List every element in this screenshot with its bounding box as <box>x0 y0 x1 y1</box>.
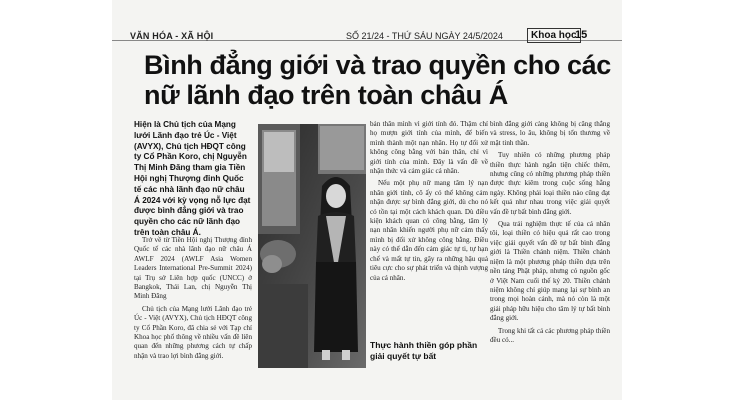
paragraph: bản thân mình vì giới tính đó. Thậm chí họ mượn giới tính của mình, để biến mình thành một nạn nhân. Họ tự đối xử không công bằng với bản thân, chỉ vì giới tính của mình. Đây là vấn đề về nhận thức và cảm giác cá nhân. <box>370 120 488 176</box>
article-lede: Hiện là Chủ tịch của Mạng lưới Lãnh đạo trẻ Úc - Việt (AVYX), Chủ tịch HĐQT công ty Cổ Phần Koro, chị Nguyễn Thị Minh Đăng tham gia Tiền Hội nghị Thượng đỉnh Quốc tế các nhà lãnh đạo nữ châu Á 2024 với kỳ vọng nỗ lực đạt được bình đẳng giới và trao quyền cho các nữ lãnh đạo trên toàn châu Á. <box>134 120 251 237</box>
text-column-3 <box>370 120 488 336</box>
text-column-1 <box>134 236 252 400</box>
photo-illustration <box>258 124 366 368</box>
portrait-photo <box>258 124 366 368</box>
masthead <box>112 0 622 41</box>
paragraph: Tuy nhiên có những phương pháp thiền thực hành ngắn tiện chiếc thêm, nhưng cũng có những phương pháp thiền được thực kiêm trong cuộc sống hằng ngày. Không phải loại thiền nào cũng đạt kết quả như nhau trong việc giải quyết vấn đề tự bất bình đẳng giới. <box>490 151 610 216</box>
paragraph: Chủ tịch của Mạng lưới Lãnh đạo trẻ Úc - Việt (AVYX), Chủ tịch HĐQT công ty Cổ Phần Koro, đã chia sẻ với Tạp chí Khoa học phổ thông về nhiều vấn đề liên quan đến những phương cách tự chấp nhận và trao lợi bình đẳng giới. <box>134 304 252 360</box>
paragraph: Trong khi tất cả các phương pháp thiền đều có... <box>490 326 610 344</box>
newspaper-page <box>112 0 622 400</box>
paragraph: Trở về từ Tiền Hội nghị Thượng đỉnh Quốc tế các nhà lãnh đạo nữ châu Á AWLF 2024 (AWLF Asia Women Leaders International Pre-Summit 2024) tại Trụ sở Liên hợp quốc (UNCC) ở Bangkok, Thái Lan, chị Nguyễn Thị Minh Đăng <box>134 236 252 301</box>
page-number: 15 <box>575 29 588 41</box>
paragraph: Qua trải nghiệm thực tế của cá nhân tôi, loại thiền có hiệu quả rất cao trong việc giải quyết vấn đề tự bất bình đẳng giới là Thiền chánh niệm. Thiền chánh niệm là một phương pháp thiền dựa trên nền tảng Phật pháp, nhưng có nguồn gốc ở Việt Nam cuối thế kỷ 20. Thiền chánh niệm không chỉ giúp mang lại sự bình an trong mọi hoàn cảnh, mà nó còn là một giải pháp hữu hiệu cho tâm lý tự bất bình đẳng giới. <box>490 220 610 323</box>
section-label: VĂN HÓA - XÃ HỘI <box>130 31 214 41</box>
article-headline: Bình đẳng giới và trao quyền cho các nữ lãnh đạo trên toàn châu Á <box>144 50 611 110</box>
text-column-4 <box>490 120 610 400</box>
paragraph: Nếu một phụ nữ mang tâm lý nạn nhân giới tính, cô ấy có thể không cảm nhận được sự bình đẳng giới, dù cho nó có tồn tại một cách khách quan. Dù điều kiện khách quan có công bằng, tâm lý nạn nhân khiến người phụ nữ cảm thấy mình bị đối xử không công bằng. Điều này có thể dẫn đến cảm giác tự ti, tự hạn chế và mất tự tin, gây ra những hậu quả tiêu cực cho sự phát triển và thịnh vượng của cá nhân. <box>370 179 488 282</box>
paragraph: bình đẳng giới càng không bị căng thẳng và stress, lo âu, không bị tổn thương về mặt tinh thần. <box>490 120 610 147</box>
brand-logo: Khoa học <box>527 28 581 43</box>
issue-date: SỐ 21/24 - THỨ SÁU NGÀY 24/5/2024 <box>346 31 503 41</box>
section-subheading: Thực hành thiền góp phần giải quyết tự bất <box>370 340 478 361</box>
